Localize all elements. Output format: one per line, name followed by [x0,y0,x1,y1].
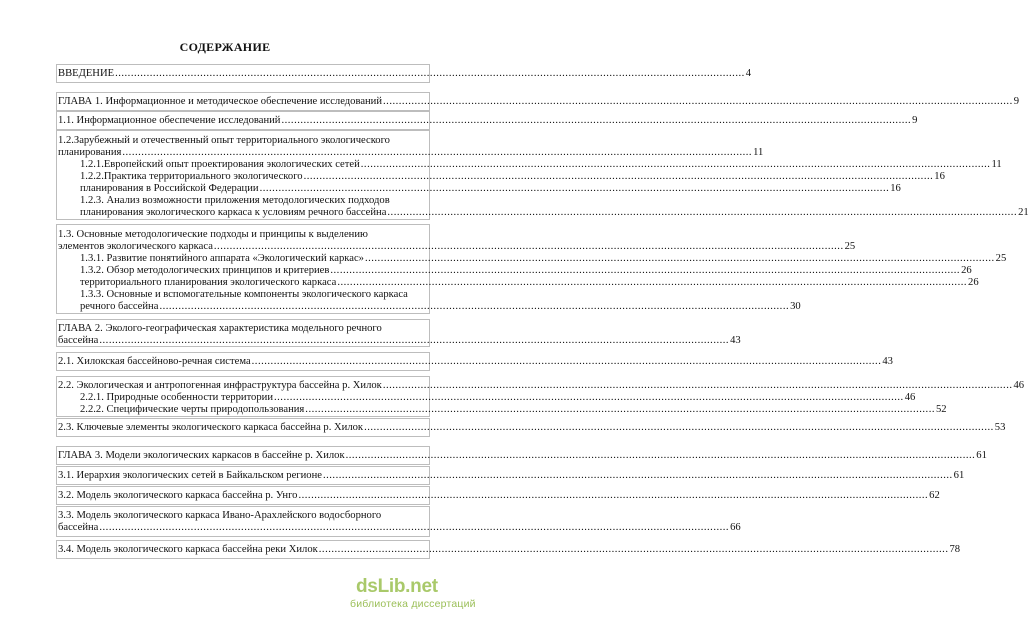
toc-line [58,404,947,416]
toc-page-number: 9 [1013,96,1020,107]
toc-line-text: территориального планирования экологического каркаса [80,277,337,288]
toc-line-text: ГЛАВА 2. Эколого-географическая характеристика модельного речного [58,323,382,334]
toc-leader-dots: ........................................................................................................................................................................................................ [318,544,949,555]
toc-page-number: 26 [961,265,972,276]
watermark-subtitle: библиотека диссертаций [350,598,476,610]
toc-line-text: планирования в Российской Федерации [80,183,259,194]
toc-page-number: 16 [934,171,945,182]
toc-line [58,253,1007,265]
watermark [350,576,476,613]
toc-leader-dots: ........................................................................................................................................................................................................ [364,422,994,433]
toc-line-text: ГЛАВА 1. Информационное и методическое обеспечение исследований [58,96,383,107]
toc-line [58,392,916,404]
toc-line-text: 1.3.2. Обзор методологических принципов и критериев [80,265,330,276]
toc-line-text: 3.4. Модель экологического каркаса бассейна реки Хилок [58,544,318,555]
toc-line [58,241,856,253]
toc-line-text: ВВЕДЕНИЕ [58,68,115,79]
toc-line [58,277,979,289]
toc-line [58,195,430,207]
toc-line-text: 2.2. Экологическая и антропогенная инфраструктура бассейна р. Хилок [58,380,382,391]
toc-line [58,265,972,277]
toc-line [58,171,945,183]
toc-line [58,96,1020,108]
toc-page-number: 52 [935,404,947,415]
toc-entry[interactable] [58,356,893,368]
toc-line [58,335,741,347]
toc-leader-dots: ........................................................................................................................................................................................................ [115,68,745,79]
toc-leader-dots: ........................................................................................................................................................................................................ [322,470,953,481]
toc-page-number: 46 [904,392,916,403]
toc-line [58,380,1025,392]
toc-line-text: 2.2.2. Специфические черты природопользования [80,404,305,415]
toc-leader-dots: ........................................................................................................................................................................................................ [122,147,753,158]
toc-entry[interactable] [58,68,752,80]
toc-entry[interactable] [58,323,741,347]
toc-entry[interactable] [58,450,987,462]
toc-line-text: 2.3. Ключевые элементы экологического каркаса бассейна р. Хилок [58,422,364,433]
toc-leader-dots: ........................................................................................................................................................................................................ [213,241,844,252]
toc-line-text: речного бассейна [80,301,159,312]
toc-leader-dots: ........................................................................................................................................................................................................ [330,265,961,276]
toc-page-number: 46 [1013,380,1025,391]
toc-line-text: 1.2.Зарубежный и отечественный опыт территориального экологического [58,135,390,146]
toc-entry[interactable] [58,96,1020,108]
toc-line-text: 1.3.1. Развитие понятийного аппарата «Экологический каркас» [80,253,364,264]
watermark-logo: dsLib.net [356,576,438,597]
toc-leader-dots: ........................................................................................................................................................................................................ [259,183,890,194]
toc-leader-dots: ........................................................................................................................................................................................................ [305,404,935,415]
toc-entry[interactable] [58,470,965,482]
toc-line [58,115,918,127]
toc-entry[interactable] [58,115,918,127]
toc-page-number: 62 [929,490,940,501]
toc-page-number: 9 [912,115,918,126]
toc-page-number: 61 [976,450,987,461]
toc-leader-dots: ........................................................................................................................................................................................................ [159,301,790,312]
toc-page-number: 16 [890,183,901,194]
toc-line-text: 3.2. Модель экологического каркаса бассейна р. Унго [58,490,298,501]
toc-leader-dots: ........................................................................................................................................................................................................ [281,115,912,126]
toc-leader-dots: ........................................................................................................................................................................................................ [99,335,730,346]
toc-entry[interactable] [58,490,940,502]
toc-page-number: 11 [991,159,1002,170]
toc-page-number: 4 [745,68,752,79]
toc-leader-dots: ........................................................................................................................................................................................................ [364,253,995,264]
toc-page-number: 43 [882,356,893,367]
toc-page-number: 61 [953,470,965,481]
toc-line-text: 2.1. Хилокская бассейново-речная система [58,356,251,367]
toc-page-number: 25 [844,241,856,252]
toc-page-number: 30 [790,301,801,312]
toc-line [58,544,961,556]
toc-leader-dots: ........................................................................................................................................................................................................ [360,159,991,170]
toc-line-text: 1.3. Основные методологические подходы и принципы к выделению [58,229,368,240]
toc-line [58,289,430,301]
toc-line-text: 3.3. Модель экологического каркаса Ивано-Арахлейского водосборного [58,510,382,521]
toc-line [58,510,430,522]
toc-leader-dots: ........................................................................................................................................................................................................ [274,392,904,403]
toc-entry[interactable] [58,135,1029,219]
toc-leader-dots: ........................................................................................................................................................................................................ [251,356,882,367]
toc-line [58,229,430,241]
toc-line [58,301,801,313]
toc-leader-dots: ........................................................................................................................................................................................................ [298,490,929,501]
toc-page-number: 26 [968,277,979,288]
toc-page-number: 53 [994,422,1006,433]
toc-line [58,68,752,80]
toc-line-text: 1.2.2.Практика территориального экологического [80,171,303,182]
toc-line [58,207,1029,219]
toc-line [58,450,987,462]
toc-leader-dots: ........................................................................................................................................................................................................ [382,380,1013,391]
toc-line [58,422,1006,434]
toc-line [58,323,430,335]
toc-line-text: бассейна [58,335,99,346]
toc-leader-dots: ........................................................................................................................................................................................................ [99,522,730,533]
toc-line-text: планирования [58,147,122,158]
toc-leader-dots: ........................................................................................................................................................................................................ [387,207,1018,218]
toc-line-text: бассейна [58,522,99,533]
toc-leader-dots: ........................................................................................................................................................................................................ [383,96,1013,107]
toc-entry[interactable] [58,510,741,534]
toc-page-number: 11 [753,147,764,158]
toc-line [58,159,1002,171]
toc-page-number: 21 [1018,207,1029,218]
toc-line-text: планирования экологического каркаса к условиям речного бассейна [80,207,387,218]
toc-line-text: 1.2.3. Анализ возможности приложения методологических подходов [80,195,390,206]
toc-page-number: 43 [730,335,741,346]
toc-entry[interactable] [58,229,1007,313]
toc-page-number: 25 [995,253,1007,264]
toc-leader-dots: ........................................................................................................................................................................................................ [337,277,968,288]
toc-line [58,470,965,482]
toc-line [58,183,901,195]
toc-leader-dots: ........................................................................................................................................................................................................ [345,450,976,461]
toc-leader-dots: ........................................................................................................................................................................................................ [303,171,934,182]
toc-line [58,356,893,368]
toc-line [58,490,940,502]
toc-page-number: 78 [949,544,961,555]
toc-line-text: 1.3.3. Основные и вспомогательные компоненты экологического каркаса [80,289,408,300]
toc-line-text: 2.2.1. Природные особенности территории [80,392,273,403]
toc-line-text: 3.1. Иерархия экологических сетей в Байкальском регионе [58,470,322,481]
toc-entry[interactable] [58,380,1025,416]
toc-page-number: 66 [730,522,741,533]
toc-line-text: 1.1. Информационное обеспечение исследований [58,115,281,126]
page-title: СОДЕРЖАНИЕ [179,40,271,54]
toc-line-text: элементов экологического каркаса [58,241,213,252]
toc-line [58,522,741,534]
toc-entry[interactable] [58,422,1006,434]
toc-line-text: ГЛАВА 3. Модели экологических каркасов в бассейне р. Хилок [58,450,345,461]
toc-line [58,135,430,147]
toc-line [58,147,764,159]
toc-entry[interactable] [58,544,961,556]
toc-line-text: 1.2.1.Европейский опыт проектирования экологических сетей [80,159,360,170]
